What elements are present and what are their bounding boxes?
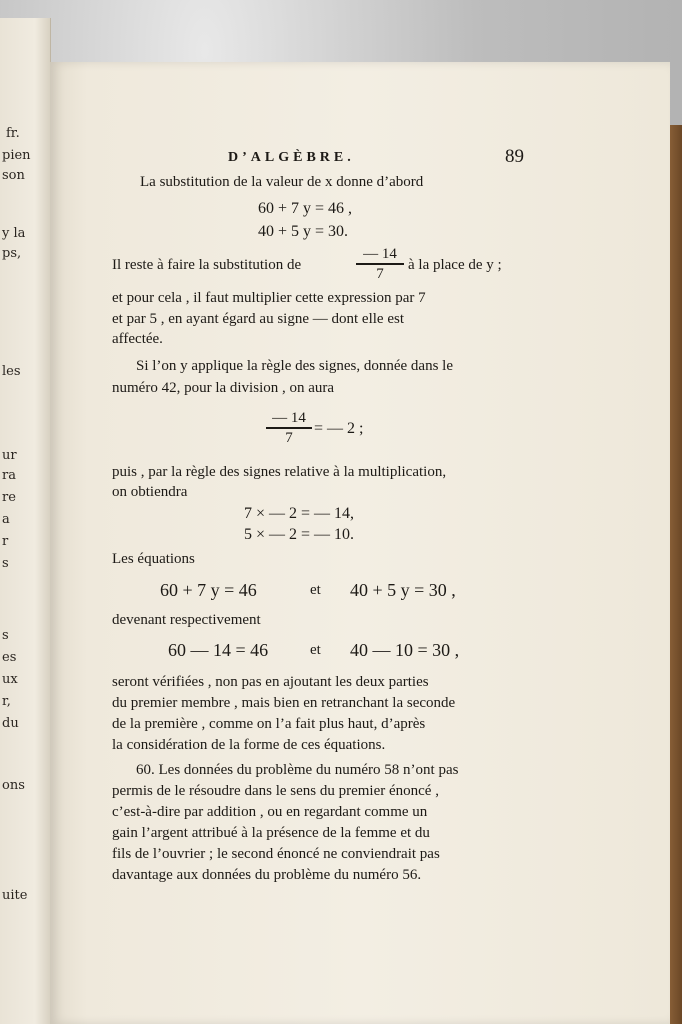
fraction-numerator: — 14: [272, 410, 306, 426]
text-line: puis , par la règle des signes relative à la multiplication,: [112, 464, 447, 480]
left-page-fragment: r: [2, 534, 9, 549]
fraction-numerator: — 14: [363, 246, 397, 262]
left-page-fragment: fr.: [6, 126, 20, 141]
fraction-bar: [266, 427, 312, 429]
left-page-fragment: son: [2, 168, 25, 183]
left-page-fragment: y la: [2, 226, 26, 241]
text-line: et: [310, 582, 321, 598]
text-line: et pour cela , il faut multiplier cette expression par 7: [112, 290, 426, 306]
equation: 40 — 10 = 30 ,: [350, 640, 460, 660]
fraction-denominator: 7: [285, 430, 293, 446]
text-line: c’est-à-dire par addition , ou en regardant comme un: [112, 804, 428, 820]
left-page-fragment: ux: [2, 672, 18, 687]
left-page-fragment: uite: [2, 888, 28, 903]
left-page-fragment: ps,: [2, 246, 22, 261]
text-line: la considération de la forme de ces équations.: [112, 737, 386, 753]
text-line: affectée.: [112, 331, 163, 347]
text-line: seront vérifiées , non pas en ajoutant les deux parties: [112, 674, 429, 690]
fraction: [356, 246, 404, 282]
text-line: devenant respectivement: [112, 612, 261, 628]
left-page-fragment: ra: [2, 468, 16, 483]
text-line: on obtiendra: [112, 484, 188, 500]
left-page-fragment: a: [2, 512, 10, 527]
equation: = — 2 ;: [314, 420, 364, 437]
fraction-bar: [356, 263, 404, 265]
text-line: La substitution de la valeur de x donne d’abord: [140, 174, 424, 190]
left-page-fragment: s: [2, 556, 9, 571]
left-page-fragment: re: [2, 490, 16, 505]
left-page-fragment: pien: [2, 148, 31, 163]
text-line: numéro 42, pour la division , on aura: [112, 380, 335, 396]
page-number: 89: [505, 146, 524, 167]
text-line: gain l’argent attribué à la présence de la femme et du: [112, 825, 430, 841]
text-line: et: [310, 642, 321, 658]
left-page-fragment: du: [2, 716, 19, 731]
text-line: Il reste à faire la substitution de: [112, 257, 302, 273]
equation: 7 × — 2 = — 14,: [244, 505, 355, 522]
equation: 60 — 14 = 46: [168, 640, 269, 660]
left-page-fragment: s: [2, 628, 9, 643]
equation: 60 + 7 y = 46 ,: [258, 200, 353, 217]
left-page-fragment: r,: [2, 694, 11, 709]
text-line: 60. Les données du problème du numéro 58 n’ont pas: [136, 762, 459, 778]
left-page: [0, 18, 51, 1024]
text-line: de la première , comme on l’a fait plus haut, d’après: [112, 716, 426, 732]
book-page: [50, 62, 670, 1024]
text-line: davantage aux données du problème du numéro 56.: [112, 867, 422, 883]
running-title: D’ALGÈBRE.: [228, 150, 355, 165]
equation: 40 + 5 y = 30 ,: [350, 580, 456, 600]
equation: 60 + 7 y = 46: [160, 580, 257, 600]
equation: 5 × — 2 = — 10.: [244, 526, 355, 543]
text-line: du premier membre , mais bien en retranchant la seconde: [112, 695, 456, 711]
text-line: Les équations: [112, 551, 195, 567]
left-page-fragment: es: [2, 650, 17, 665]
equation: 40 + 5 y = 30.: [258, 223, 349, 240]
left-page-fragment: les: [2, 364, 21, 379]
left-page-fragment: ur: [2, 448, 17, 463]
text-line: fils de l’ouvrier ; le second énoncé ne conviendrait pas: [112, 846, 440, 862]
text-line: et par 5 , en ayant égard au signe — dont elle est: [112, 311, 404, 327]
fraction-denominator: 7: [376, 266, 384, 282]
text-line: permis de le résoudre dans le sens du premier énoncé ,: [112, 783, 439, 799]
left-page-fragment: ons: [2, 778, 25, 793]
text-line: Si l’on y applique la règle des signes, donnée dans le: [136, 358, 454, 374]
fraction: [266, 410, 312, 446]
text-line: à la place de y ;: [408, 257, 502, 273]
